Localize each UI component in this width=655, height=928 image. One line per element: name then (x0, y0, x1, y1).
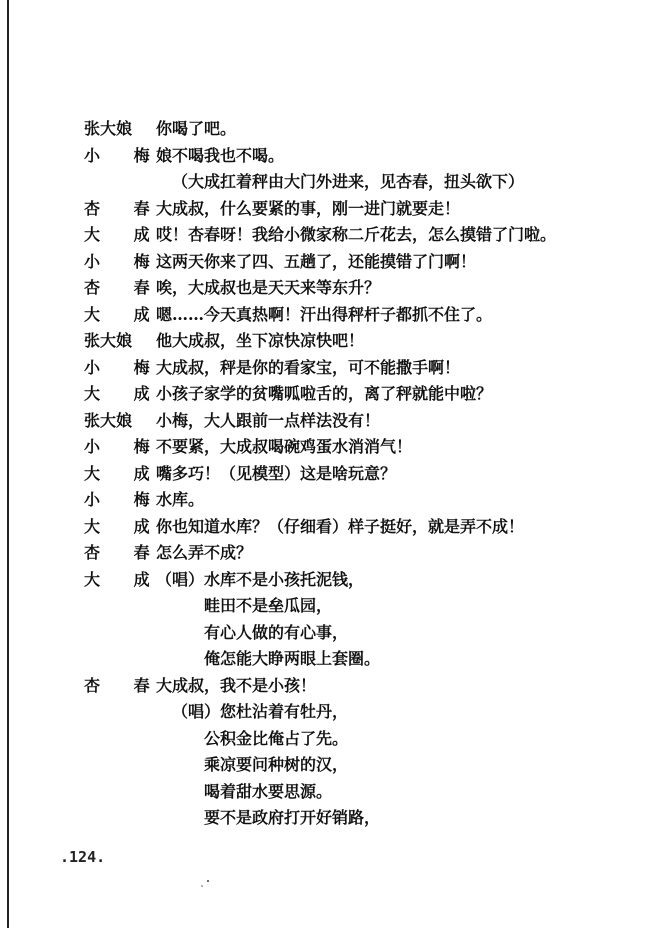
dialogue: 他大成叔，坐下凉快凉快吧！ (156, 331, 365, 350)
dialogue: 你喝了吧。 (156, 119, 237, 138)
dialogue: 怎么弄不成？ (156, 543, 253, 562)
sung-verse: （唱）水库不是小孩托泥钱， (156, 569, 365, 589)
dialogue: 这两天你来了四、五趟了，还能摸错了门啊！ (156, 251, 477, 271)
speaker-name: 大 成 (84, 463, 164, 483)
speaker-name: 小 梅 (84, 145, 164, 165)
dialogue: 大成叔，秤是你的看家宝，可不能撒手啊！ (156, 357, 461, 377)
sung-verse: 畦田不是垒瓜园， (204, 596, 333, 615)
dialogue: 嗯……今天真热啊！汗出得秤杆子都抓不住了。 (156, 304, 493, 324)
sung-verse: （唱）您杜沾着有牡丹， (172, 702, 349, 721)
speaker-name: 大 成 (84, 569, 164, 589)
speaker-name: 杏 春 (84, 675, 164, 695)
speaker-name: 杏 春 (84, 278, 164, 297)
dialogue: 嘴多巧！（见模型）这是啥玩意？ (156, 463, 397, 483)
speaker-name: 张大娘 (84, 119, 133, 138)
speaker-name: 小 梅 (84, 437, 164, 456)
sung-verse: 有心人做的有心事， (204, 622, 349, 642)
sung-verse: 乘凉要问种树的汉， (204, 755, 349, 774)
speaker-name: 大 成 (84, 516, 164, 536)
dialogue: 大成叔，我不是小孩！ (156, 675, 317, 695)
speaker-name: 杏 春 (84, 543, 164, 562)
dialogue: 哎！杏春呀！我给小微家称二斤花去，怎么摸错了门啦。 (156, 225, 557, 244)
dialogue: 小孩子家学的贫嘴呱啦舌的，离了秤就能中啦？ (156, 384, 493, 403)
dialogue: 大成叔，什么要紧的事，刚一进门就要走！ (156, 198, 461, 218)
speaker-name: 小 梅 (84, 251, 164, 271)
speaker-name: 大 成 (84, 225, 164, 244)
dialogue: 你也知道水库？（仔细看）样子挺好，就是弄不成！ (156, 516, 525, 536)
dialogue: 不要紧，大成叔喝碗鸡蛋水消消气！ (156, 437, 413, 456)
speaker-name: 张大娘 (84, 331, 133, 350)
speaker-name: 大 成 (84, 304, 164, 324)
speaker-name: 小 梅 (84, 357, 164, 377)
sung-verse: 喝着甜水要思源。 (204, 781, 333, 801)
speaker-name: 大 成 (84, 384, 164, 403)
dialogue: 唉，大成叔也是天天来等东升？ (156, 278, 381, 297)
speaker-name: 杏 春 (84, 198, 164, 218)
dialogue: 娘不喝我也不喝。 (156, 145, 285, 165)
speaker-name: 张大娘 (84, 410, 133, 430)
stage-direction: （大成扛着秤由大门外进来，见杏春，扭头欲下） (172, 172, 525, 191)
speaker-name: 小 梅 (84, 490, 164, 509)
sung-verse: 公积金比俺占了先。 (204, 728, 349, 748)
dialogue: 水库。 (156, 490, 205, 509)
page-number: .124. (60, 848, 106, 866)
sung-verse: 要不是政府打开好销路， (204, 808, 381, 827)
dialogue: 小梅，大人跟前一点样法没有！ (156, 410, 381, 430)
sung-verse: 俺怎能大睁两眼上套圈。 (204, 649, 381, 668)
